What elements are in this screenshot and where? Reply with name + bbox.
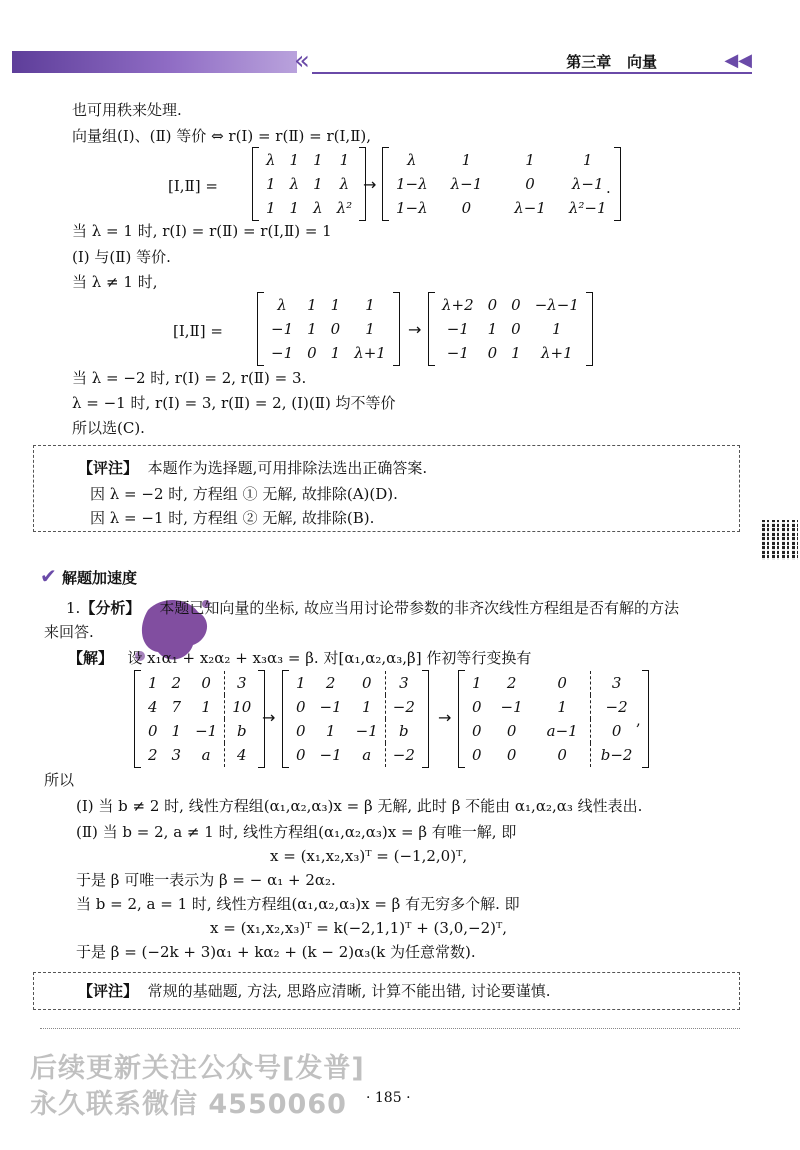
qr-code-pattern <box>762 520 798 560</box>
note-text: 【评注】 本题作为选择题,可用排除法选出正确答案. <box>78 459 428 477</box>
text-line: 当 λ = 1 时, r(Ⅰ) = r(Ⅱ) = r(Ⅰ,Ⅱ) = 1 <box>72 222 332 240</box>
page-number: · 185 · <box>366 1090 411 1106</box>
matrix-grid: 1 2 0 3 0 −1 1 −2 0 1 −1 b 0 −1 a −2 <box>289 671 422 767</box>
chapter-title: 第三章 向量 <box>566 53 657 71</box>
augmented-matrix <box>134 670 265 768</box>
check-mark-icon: ✔ <box>40 564 57 588</box>
matrix-grid: λ+2 0 0 −λ−1 −1 1 0 1 −1 0 1 λ+1 <box>442 296 579 362</box>
note-text: 因 λ = −1 时, 方程组 ② 无解, 故排除(B). <box>90 509 375 527</box>
matrix <box>257 292 400 366</box>
note-box <box>33 972 740 1010</box>
matrix-grid: λ 1 1 1 1−λ λ−1 0 λ−1 1−λ 0 λ−1 λ²−1 <box>396 151 607 217</box>
header-band <box>12 51 297 73</box>
text-line: 当 b = 2, a = 1 时, 线性方程组(α₁,α₂,α₃)x = β 有无穷多个解. 即 <box>76 895 520 913</box>
matrix <box>428 292 593 366</box>
punctuation: . <box>606 179 611 197</box>
section-heading: ✔ 解题加速度 <box>40 564 138 588</box>
double-chevron-icon: « <box>294 46 310 76</box>
matrix-label: [Ⅰ,Ⅱ] = <box>168 177 218 195</box>
arrow-icon: → <box>438 708 452 727</box>
arrow-icon: → <box>262 708 276 727</box>
watermark-line: 永久联系微信 4550060 <box>30 1089 347 1120</box>
text-line: 所以选(C). <box>72 419 145 437</box>
text-line: 【解】 设 x₁α₁ + x₂α₂ + x₃α₃ = β. 对[α₁,α₂,α₃,β] 作初等行变换有 <box>68 649 532 667</box>
matrix-grid: λ 1 1 1 1 λ 1 λ 1 1 λ λ² <box>266 151 353 217</box>
equation: x = (x₁,x₂,x₃)ᵀ = (−1,2,0)ᵀ, <box>270 847 468 865</box>
matrix-label: [Ⅰ,Ⅱ] = <box>173 322 223 340</box>
augmented-matrix <box>282 670 429 768</box>
matrix <box>252 147 366 221</box>
text-line: (Ⅰ) 当 b ≠ 2 时, 线性方程组(α₁,α₂,α₃)x = β 无解, 此时 β 不能由 α₁,α₂,α₃ 线性表出. <box>76 797 643 815</box>
matrix <box>382 147 621 221</box>
dotted-separator <box>40 1028 740 1029</box>
text-line: 向量组(Ⅰ)、(Ⅱ) 等价 ⇔ r(Ⅰ) = r(Ⅱ) = r(Ⅰ,Ⅱ), <box>72 127 372 145</box>
note-text: 因 λ = −2 时, 方程组 ① 无解, 故排除(A)(D). <box>90 485 398 503</box>
watermark-line: 后续更新关注公众号[发普] <box>30 1053 365 1084</box>
text-line: (Ⅱ) 当 b = 2, a ≠ 1 时, 线性方程组(α₁,α₂,α₃)x = β 有唯一解, 即 <box>76 823 517 841</box>
equation: x = (x₁,x₂,x₃)ᵀ = k(−2,1,1)ᵀ + (3,0,−2)ᵀ, <box>210 919 508 937</box>
matrix-grid: 1 2 0 3 0 −1 1 −2 0 0 a−1 0 0 0 0 b−2 <box>465 671 642 767</box>
page-header <box>12 47 752 75</box>
arrow-icon: → <box>408 320 422 339</box>
text-line: (Ⅰ) 与(Ⅱ) 等价. <box>72 248 171 266</box>
text-line: λ = −1 时, r(Ⅰ) = 3, r(Ⅱ) = 2, (Ⅰ)(Ⅱ) 均不等价 <box>72 394 396 412</box>
text-line: 于是 β = (−2k + 3)α₁ + kα₂ + (k − 2)α₃(k 为任意常数). <box>76 943 476 961</box>
text-line: 于是 β 可唯一表示为 β = − α₁ + 2α₂. <box>76 871 336 889</box>
text-line: 当 λ = −2 时, r(Ⅰ) = 2, r(Ⅱ) = 3. <box>72 369 307 387</box>
text-line: 1.【分析】 本题已知向量的坐标, 故应当用讨论带参数的非齐次线性方程组是否有解的方法 <box>66 599 679 617</box>
note-text: 【评注】 常规的基础题, 方法, 思路应清晰, 计算不能出错, 讨论要谨慎. <box>78 982 551 1000</box>
text-line: 所以 <box>44 771 75 789</box>
note-tag: 【评注】 <box>78 459 139 477</box>
matrix-grid: λ 1 1 1 −1 1 0 1 −1 0 1 λ+1 <box>271 296 386 362</box>
punctuation: , <box>636 711 641 729</box>
text-line: 也可用秩来处理. <box>72 101 182 119</box>
note-tag: 【评注】 <box>78 982 139 1000</box>
header-rule <box>312 72 752 74</box>
arrow-icon: → <box>363 175 377 194</box>
triangle-arrows-icon: ◀◀ <box>724 50 752 71</box>
matrix-grid: 1 2 0 3 4 7 1 10 0 1 −1 b 2 3 a 4 <box>141 671 258 767</box>
text-line: 当 λ ≠ 1 时, <box>72 273 158 291</box>
augmented-matrix <box>458 670 649 768</box>
text-line: 来回答. <box>44 623 94 641</box>
note-box <box>33 445 740 532</box>
